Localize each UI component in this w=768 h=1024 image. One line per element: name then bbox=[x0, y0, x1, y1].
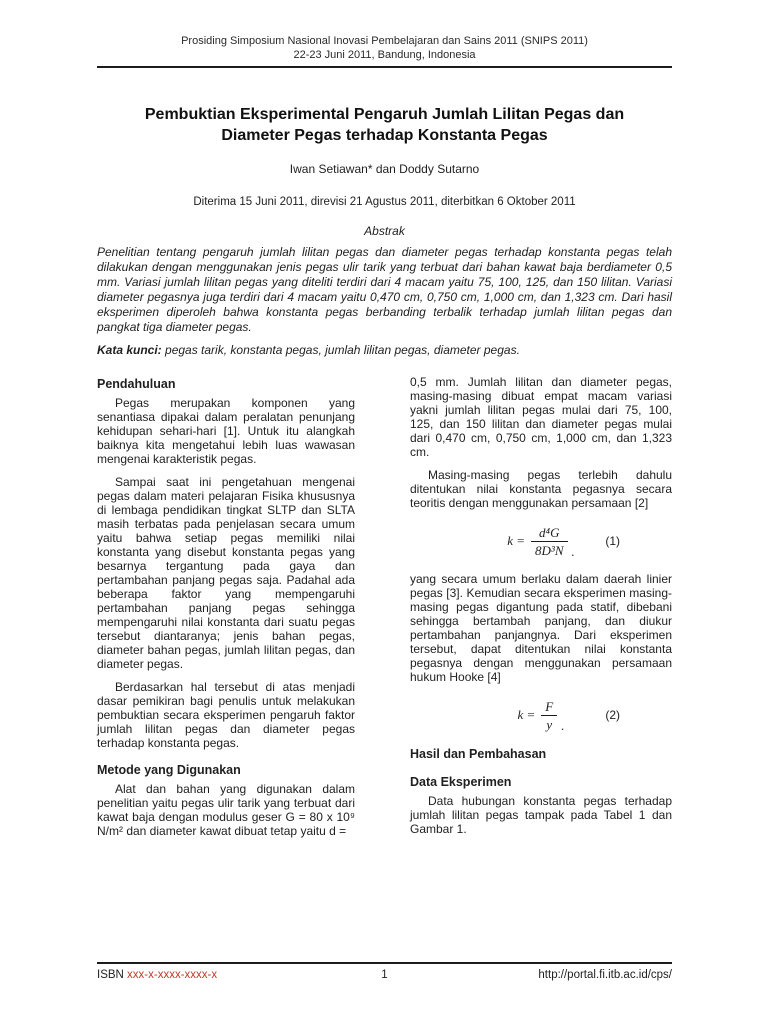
page-number: 1 bbox=[381, 969, 388, 981]
paragraph: yang secara umum berlaku dalam daerah linier pegas [3]. Kemudian secara eksperimen masing-masing pegas digantung pada statif, dibebani sehingga bertambah panjang, dan diukur pertambahan panjangnya. Dari eksperimen tersebut, dapat ditentukan nilai konstanta pegasnya dengan menggunakan persamaan hukum Hooke [4] bbox=[410, 572, 672, 684]
page-title bbox=[97, 104, 672, 146]
authors-line: Iwan Setiawan* dan Doddy Sutarno bbox=[289, 162, 480, 176]
paragraph: 0,5 mm. Jumlah lilitan dan diameter pegas, masing-masing dibuat empat macam variasi yakni jumlah lilitan pegas mulai dari 75, 100, 125, dan 150 lilitan dan diameter pegas mulai dari 0,470 cm, 0,750 cm, 1,000 cm, dan 1,323 cm. bbox=[410, 375, 672, 459]
equation-1-number: (1) bbox=[605, 534, 620, 548]
keywords-line bbox=[97, 343, 672, 358]
running-header-line1: Prosiding Simposium Nasional Inovasi Pembelajaran dan Sains 2011 (SNIPS 2011) bbox=[181, 35, 588, 47]
section-heading-pendahuluan: Pendahuluan bbox=[97, 377, 176, 391]
abstract-heading: Abstrak bbox=[364, 224, 405, 238]
page-content bbox=[97, 0, 672, 847]
equation-2-numerator: F bbox=[541, 699, 557, 716]
isbn-value: xxx-x-xxxx-xxxx-x bbox=[127, 969, 218, 981]
equation-2 bbox=[410, 696, 672, 734]
abstract-body: Penelitian tentang pengaruh jumlah lilitan pegas dan diameter pegas terhadap konstanta pegas telah dilakukan dengan menggunakan jenis pegas ulir tarik yang terbuat dari bahan kawat baja berdiameter 0,5 mm. Variasi jumlah lilitan pegas yang diteliti terdiri dari 4 macam yaitu 75, 100, 125, dan 150 lilitan. Variasi diameter pegasnya juga terdiri dari 4 macam yaitu 0,470 cm, 0,750 cm, 1,000 cm, dan 1,323 cm. Dari hasil eksperimen diperoleh bahwa konstanta pegas berbanding terbalik terhadap jumlah lilitan pegas dan pangkat tiga diameter pegas. bbox=[97, 245, 672, 334]
equation-2-fraction bbox=[541, 699, 557, 732]
keywords-label: Kata kunci: bbox=[97, 343, 162, 357]
header-rule bbox=[97, 66, 672, 68]
running-header bbox=[97, 34, 672, 62]
paragraph: Berdasarkan hal tersebut di atas menjadi dasar pemikiran bagi penulis untuk melakukan pembuktian secara eksperimen pengaruh faktor jumlah lilitan pegas dan diameter pegas terhadap konstanta pegas. bbox=[97, 680, 355, 750]
equation-2-number: (2) bbox=[605, 708, 620, 722]
paragraph: Pegas merupakan komponen yang senantiasa dipakai dalam peralatan penunjang kehidupan sehari-hari [1]. Untuk itu alangkah baiknya kita mengetahui lebih luas wawasan mengenai karakteristik pegas. bbox=[97, 396, 355, 466]
footer-rule bbox=[97, 962, 672, 964]
equation-1-period: . bbox=[571, 544, 575, 559]
equation-1-numerator: d⁴G bbox=[531, 525, 567, 542]
equation-1-lhs: k = bbox=[507, 533, 526, 548]
paragraph: Alat dan bahan yang digunakan dalam penelitian yaitu pegas ulir tarik yang terbuat dari kawat baja dengan modulus geser G = 80 x 10⁹ N/m² dan diameter kawat dibuat tetap yaitu d = bbox=[97, 782, 355, 838]
page-title-line2: Diameter Pegas terhadap Konstanta Pegas bbox=[221, 127, 548, 144]
right-column bbox=[410, 375, 672, 847]
paragraph: Masing-masing pegas terlebih dahulu ditentukan nilai konstanta pegasnya secara teoritis dengan menggunakan persamaan [2] bbox=[410, 468, 672, 510]
section-heading-metode: Metode yang Digunakan bbox=[97, 763, 241, 777]
section-heading-data-eksperimen: Data Eksperimen bbox=[410, 775, 512, 789]
page-title-line1: Pembuktian Eksperimental Pengaruh Jumlah Lilitan Pegas dan bbox=[144, 106, 625, 123]
page-footer bbox=[97, 962, 672, 982]
isbn-line bbox=[97, 968, 217, 982]
keywords-text: pegas tarik, konstanta pegas, jumlah lilitan pegas, diameter pegas. bbox=[161, 343, 520, 357]
footer-row bbox=[97, 968, 672, 982]
equation-2-lhs: k = bbox=[517, 707, 536, 722]
equation-1-fraction bbox=[531, 525, 567, 558]
equation-2-period: . bbox=[561, 718, 565, 733]
section-heading-hasil: Hasil dan Pembahasan bbox=[410, 747, 547, 761]
footer-url: http://portal.fi.itb.ac.id/cps/ bbox=[538, 969, 672, 981]
equation-2-denominator: y bbox=[546, 716, 553, 732]
received-line: Diterima 15 Juni 2011, direvisi 21 Agustus 2011, diterbitkan 6 Oktober 2011 bbox=[193, 196, 576, 208]
isbn-label: ISBN bbox=[97, 969, 124, 981]
paragraph: Sampai saat ini pengetahuan mengenai pegas dalam materi pelajaran Fisika khususnya di lembaga pendidikan tingkat SLTP dan SLTA masih terbatas pada penjelasan secara umum yaitu bahwa setiap pegas memiliki nilai konstanta yang disebut konstanta pegas yang besarnya tergantung pada gaya dan pertambahan panjang pegas saja. Padahal ada beberapa faktor yang mempengaruhi pertambahan panjang pegas sehingga mempengaruhi nilai konstanta dari suatu pegas tersebut diantaranya; jenis bahan pegas, diameter bahan pegas, jumlah lilitan pegas, dan diameter pegas. bbox=[97, 475, 355, 671]
equation-1-denominator: 8D³N bbox=[535, 542, 564, 558]
paragraph: Data hubungan konstanta pegas terhadap jumlah lilitan pegas tampak pada Tabel 1 dan Gambar 1. bbox=[410, 794, 672, 836]
two-column-body bbox=[97, 375, 672, 847]
running-header-line2: 22-23 Juni 2011, Bandung, Indonesia bbox=[293, 49, 476, 61]
left-column bbox=[97, 375, 355, 847]
equation-1 bbox=[410, 522, 672, 560]
